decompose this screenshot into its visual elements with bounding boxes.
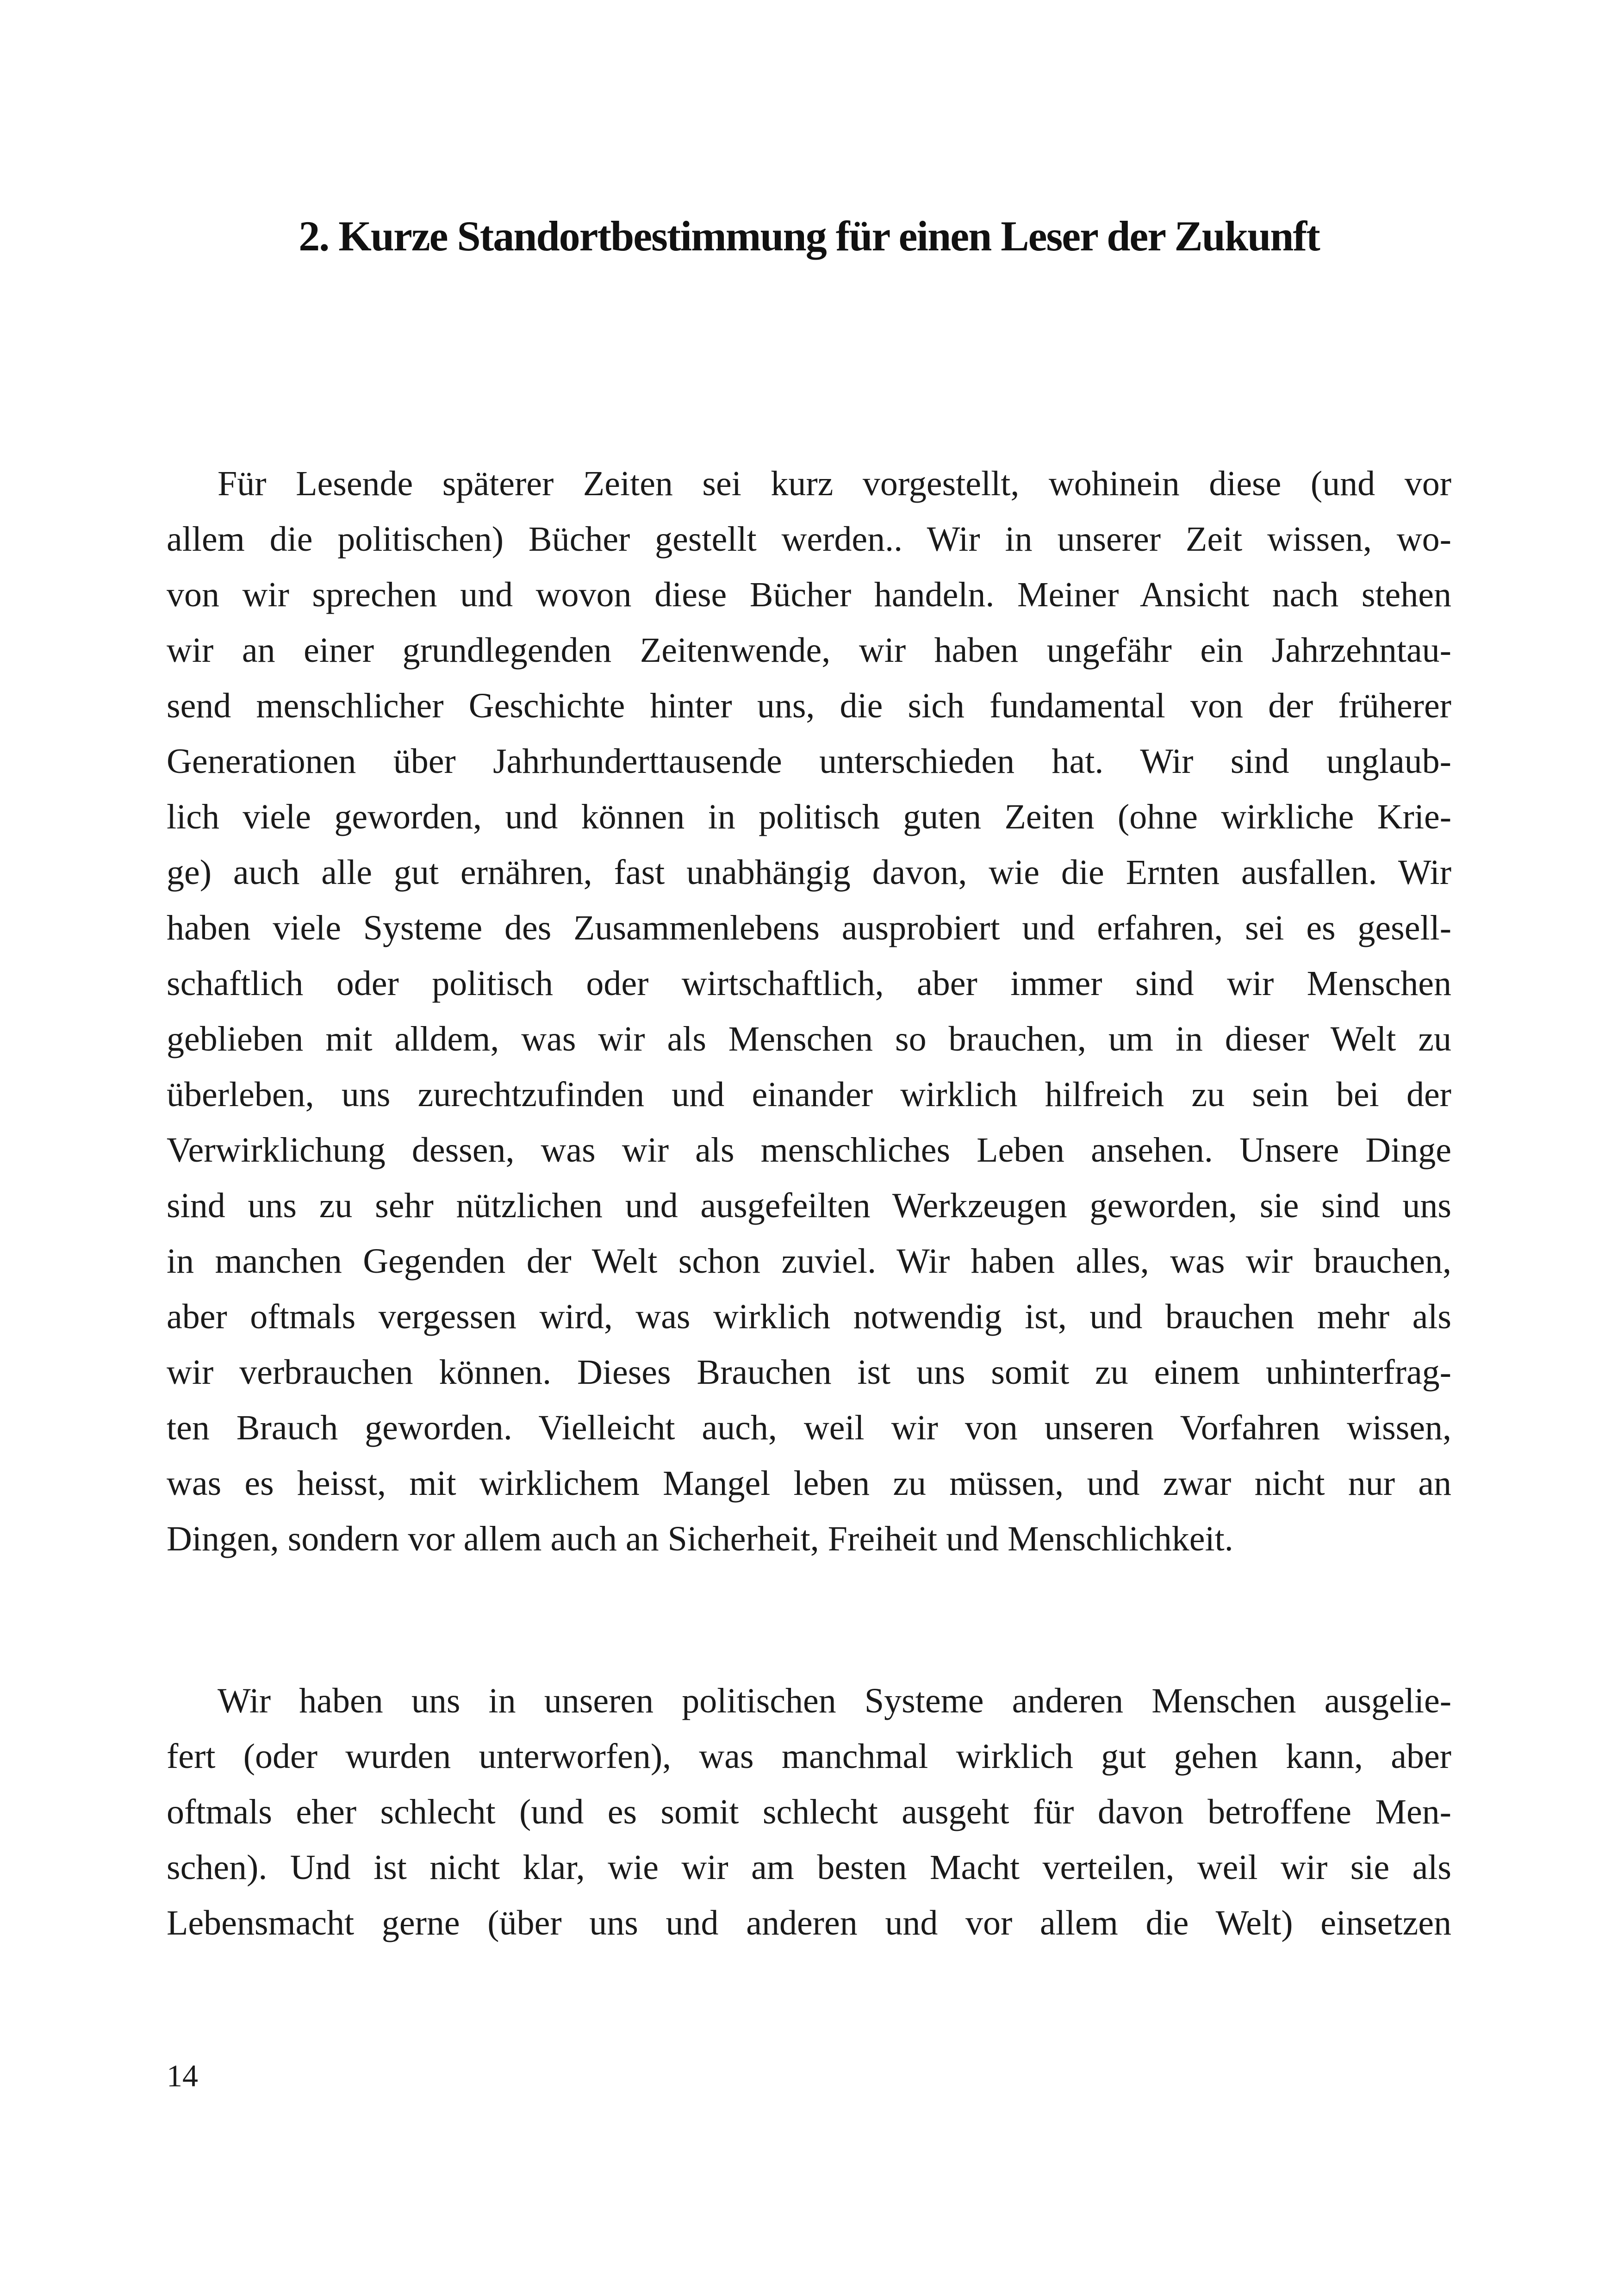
paragraph-line: Verwirklichung dessen, was wir als menschliches Leben ansehen. Unsere Dinge [167,1131,1451,1170]
paragraph-line: von wir sprechen und wovon diese Bücher handeln. Meiner Ansicht nach stehen [167,575,1451,614]
paragraph-line: in manchen Gegenden der Welt schon zuviel. Wir haben alles, was wir brauchen, [167,1242,1451,1281]
chapter-heading: 2. Kurze Standortbestimmung für einen Leser der Zukunft [299,212,1319,260]
paragraph-line: fert (oder wurden unterworfen), was manchmal wirklich gut gehen kann, aber [167,1737,1451,1776]
page-number: 14 [167,2058,198,2093]
paragraph-line: geblieben mit alldem, was wir als Menschen so brauchen, um in dieser Welt zu [167,1020,1451,1058]
paragraph-line: oftmals eher schlecht (und es somit schlecht ausgeht für davon betroffene Men- [167,1792,1451,1831]
paragraph-line: Lebensmacht gerne (über uns und anderen und vor allem die Welt) einsetzen [167,1904,1451,1942]
paragraph-line: ten Brauch geworden. Vielleicht auch, weil wir von unseren Vorfahren wissen, [167,1408,1451,1447]
paragraph-line: schaftlich oder politisch oder wirtschaftlich, aber immer sind wir Menschen [167,964,1451,1003]
paragraph-2 [167,1673,1451,1951]
paragraph-line: wir an einer grundlegenden Zeitenwende, wir haben ungefähr ein Jahrzehntau- [167,631,1451,670]
paragraph-line: allem die politischen) Bücher gestellt werden.. Wir in unserer Zeit wissen, wo- [167,520,1451,559]
paragraph-line: ge) auch alle gut ernähren, fast unabhängig davon, wie die Ernten ausfallen. Wir [167,853,1451,892]
paragraph-line: haben viele Systeme des Zusammenlebens ausprobiert und erfahren, sei es gesell- [167,908,1451,947]
paragraph-line: send menschlicher Geschichte hinter uns, die sich fundamental von der früherer [167,686,1451,725]
paragraph-line: Generationen über Jahrhunderttausende unterschieden hat. Wir sind unglaub- [167,742,1451,781]
paragraph-line: sind uns zu sehr nützlichen und ausgefeilten Werkzeugen geworden, sie sind uns [167,1186,1451,1225]
paragraph-line: wir verbrauchen können. Dieses Brauchen ist uns somit zu einem unhinterfrag- [167,1353,1451,1392]
paragraph-line: überleben, uns zurechtzufinden und einander wirklich hilfreich zu sein bei der [167,1075,1451,1114]
paragraph-1 [167,456,1451,1567]
paragraph-line: Wir haben uns in unseren politischen Systeme anderen Menschen ausgelie- [218,1681,1451,1720]
paragraph-line: aber oftmals vergessen wird, was wirklich notwendig ist, und brauchen mehr als [167,1297,1451,1336]
paragraph-line: lich viele geworden, und können in politisch guten Zeiten (ohne wirkliche Krie- [167,797,1451,836]
paragraph-line: was es heisst, mit wirklichem Mangel leben zu müssen, und zwar nicht nur an [167,1464,1451,1503]
paragraph-line: schen). Und ist nicht klar, wie wir am besten Macht verteilen, weil wir sie als [167,1848,1451,1887]
paragraph-line: Dingen, sondern vor allem auch an Sicherheit, Freiheit und Menschlichkeit. [167,1519,1233,1558]
paragraph-line: Für Lesende späterer Zeiten sei kurz vorgestellt, wohinein diese (und vor [218,464,1451,503]
